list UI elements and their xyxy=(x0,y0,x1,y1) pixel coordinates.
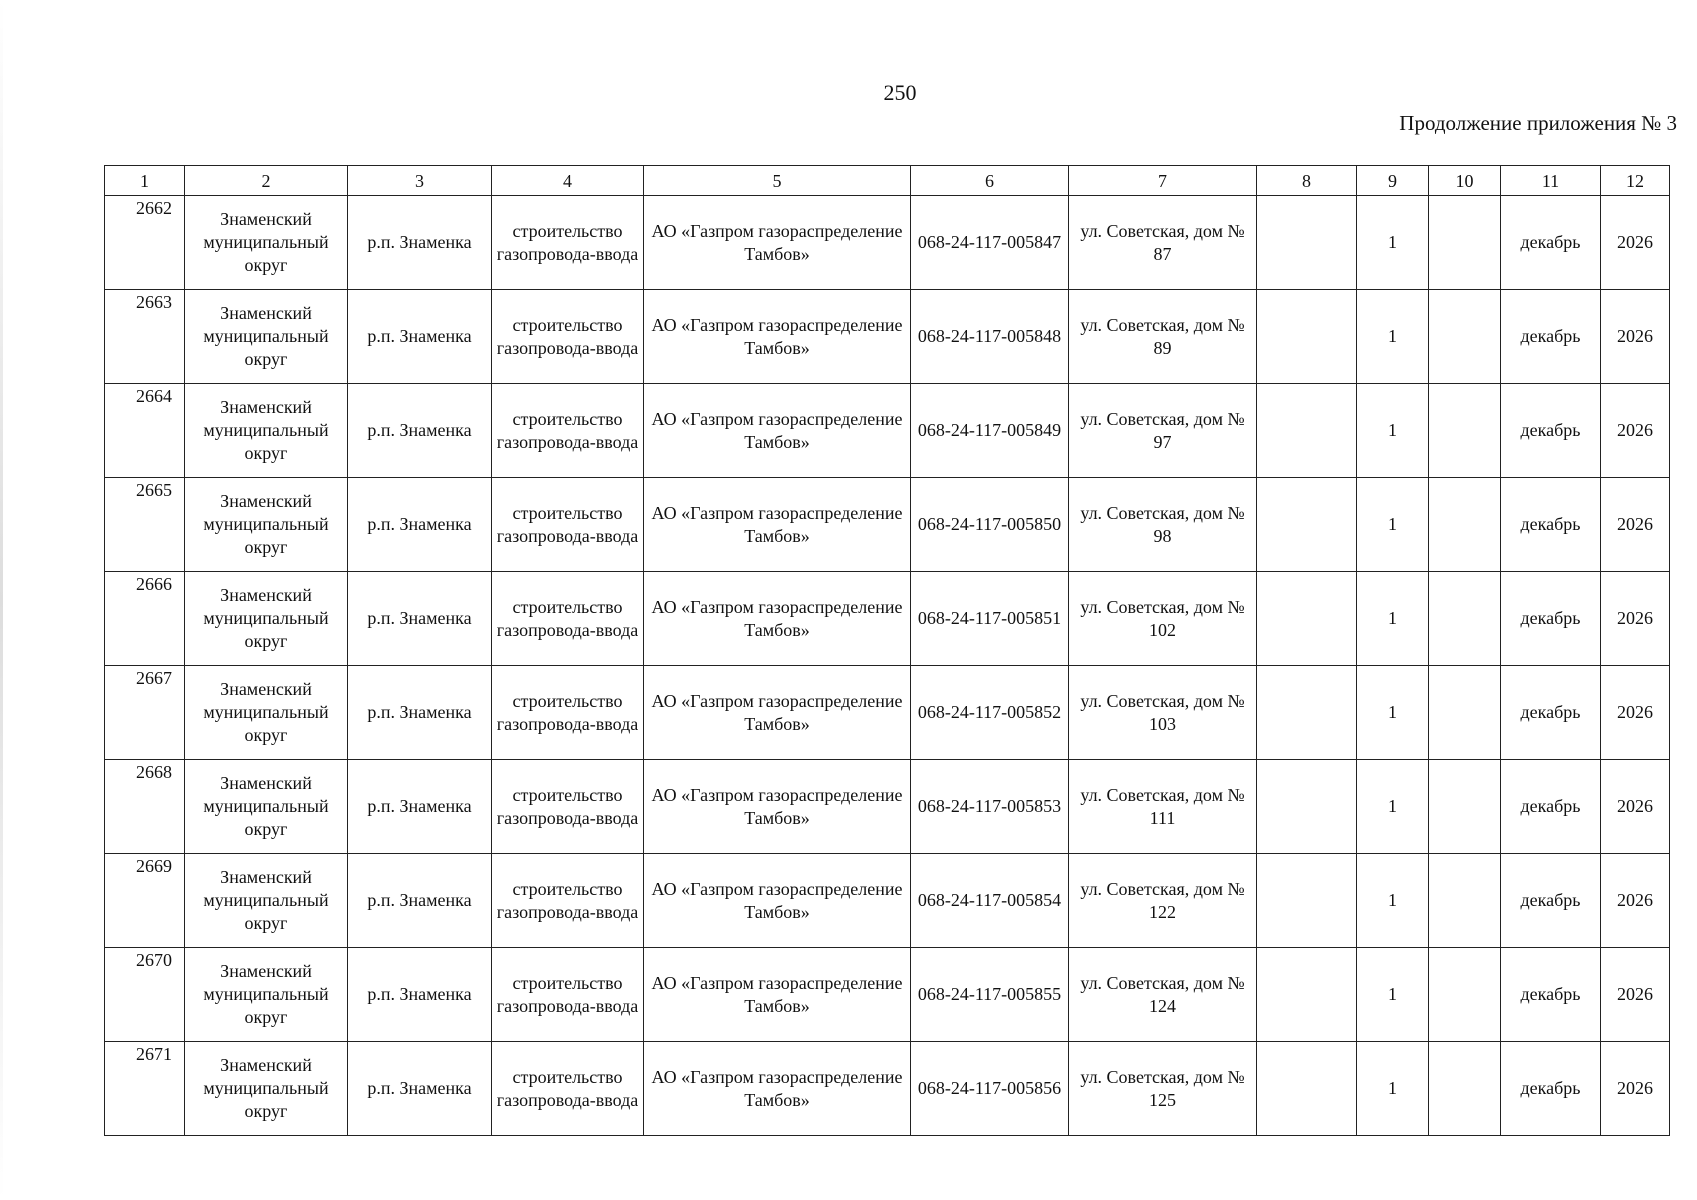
cadastral-number-cell: 068-24-117-005851 xyxy=(911,572,1069,666)
address-cell: ул. Советская, дом № 89 xyxy=(1069,290,1257,384)
month-cell: декабрь xyxy=(1501,196,1601,290)
settlement-cell: р.п. Знаменка xyxy=(348,1042,492,1136)
column-8-cell xyxy=(1257,760,1357,854)
year-cell: 2026 xyxy=(1601,948,1670,1042)
cadastral-number-cell: 068-24-117-005854 xyxy=(911,854,1069,948)
year-cell: 2026 xyxy=(1601,384,1670,478)
settlement-cell: р.п. Знаменка xyxy=(348,384,492,478)
district-cell: Знаменский муниципальный округ xyxy=(185,384,348,478)
district-cell: Знаменский муниципальный округ xyxy=(185,948,348,1042)
column-8-cell xyxy=(1257,478,1357,572)
table-row xyxy=(105,760,1670,854)
header-row xyxy=(105,166,1670,196)
cadastral-number-cell: 068-24-117-005849 xyxy=(911,384,1069,478)
row-number: 2667 xyxy=(105,666,185,760)
work-type-cell: строительство газопровода-ввода xyxy=(492,572,644,666)
row-number: 2669 xyxy=(105,854,185,948)
table-row xyxy=(105,290,1670,384)
table-row xyxy=(105,948,1670,1042)
column-header: 11 xyxy=(1501,166,1601,196)
address-cell: ул. Советская, дом № 102 xyxy=(1069,572,1257,666)
cadastral-number-cell: 068-24-117-005855 xyxy=(911,948,1069,1042)
cadastral-number-cell: 068-24-117-005850 xyxy=(911,478,1069,572)
quantity-cell: 1 xyxy=(1357,666,1429,760)
column-header: 8 xyxy=(1257,166,1357,196)
column-10-cell xyxy=(1429,384,1501,478)
month-cell: декабрь xyxy=(1501,760,1601,854)
year-cell: 2026 xyxy=(1601,1042,1670,1136)
district-cell: Знаменский муниципальный округ xyxy=(185,760,348,854)
column-header: 7 xyxy=(1069,166,1257,196)
table-row xyxy=(105,666,1670,760)
column-10-cell xyxy=(1429,760,1501,854)
address-cell: ул. Советская, дом № 98 xyxy=(1069,478,1257,572)
district-cell: Знаменский муниципальный округ xyxy=(185,196,348,290)
work-type-cell: строительство газопровода-ввода xyxy=(492,760,644,854)
cadastral-number-cell: 068-24-117-005852 xyxy=(911,666,1069,760)
column-8-cell xyxy=(1257,384,1357,478)
month-cell: декабрь xyxy=(1501,478,1601,572)
column-8-cell xyxy=(1257,666,1357,760)
quantity-cell: 1 xyxy=(1357,948,1429,1042)
work-type-cell: строительство газопровода-ввода xyxy=(492,384,644,478)
row-number: 2662 xyxy=(105,196,185,290)
organization-cell: АО «Газпром газораспределение Тамбов» xyxy=(644,572,911,666)
month-cell: декабрь xyxy=(1501,1042,1601,1136)
year-cell: 2026 xyxy=(1601,290,1670,384)
work-type-cell: строительство газопровода-ввода xyxy=(492,1042,644,1136)
scan-edge xyxy=(0,0,3,1200)
column-10-cell xyxy=(1429,290,1501,384)
quantity-cell: 1 xyxy=(1357,478,1429,572)
column-header: 3 xyxy=(348,166,492,196)
month-cell: декабрь xyxy=(1501,572,1601,666)
organization-cell: АО «Газпром газораспределение Тамбов» xyxy=(644,854,911,948)
quantity-cell: 1 xyxy=(1357,572,1429,666)
year-cell: 2026 xyxy=(1601,854,1670,948)
settlement-cell: р.п. Знаменка xyxy=(348,572,492,666)
column-10-cell xyxy=(1429,572,1501,666)
address-cell: ул. Советская, дом № 103 xyxy=(1069,666,1257,760)
address-cell: ул. Советская, дом № 111 xyxy=(1069,760,1257,854)
registry-table xyxy=(104,165,1670,1136)
settlement-cell: р.п. Знаменка xyxy=(348,854,492,948)
column-8-cell xyxy=(1257,572,1357,666)
year-cell: 2026 xyxy=(1601,196,1670,290)
quantity-cell: 1 xyxy=(1357,384,1429,478)
settlement-cell: р.п. Знаменка xyxy=(348,290,492,384)
organization-cell: АО «Газпром газораспределение Тамбов» xyxy=(644,760,911,854)
cadastral-number-cell: 068-24-117-005853 xyxy=(911,760,1069,854)
month-cell: декабрь xyxy=(1501,384,1601,478)
continuation-label: Продолжение приложения № 3 xyxy=(1399,111,1677,135)
column-header: 6 xyxy=(911,166,1069,196)
month-cell: декабрь xyxy=(1501,666,1601,760)
district-cell: Знаменский муниципальный округ xyxy=(185,1042,348,1136)
column-10-cell xyxy=(1429,196,1501,290)
address-cell: ул. Советская, дом № 122 xyxy=(1069,854,1257,948)
district-cell: Знаменский муниципальный округ xyxy=(185,854,348,948)
column-header: 4 xyxy=(492,166,644,196)
column-10-cell xyxy=(1429,1042,1501,1136)
row-number: 2671 xyxy=(105,1042,185,1136)
quantity-cell: 1 xyxy=(1357,760,1429,854)
column-8-cell xyxy=(1257,854,1357,948)
column-header: 10 xyxy=(1429,166,1501,196)
settlement-cell: р.п. Знаменка xyxy=(348,948,492,1042)
address-cell: ул. Советская, дом № 97 xyxy=(1069,384,1257,478)
address-cell: ул. Советская, дом № 125 xyxy=(1069,1042,1257,1136)
column-8-cell xyxy=(1257,1042,1357,1136)
column-10-cell xyxy=(1429,478,1501,572)
settlement-cell: р.п. Знаменка xyxy=(348,196,492,290)
work-type-cell: строительство газопровода-ввода xyxy=(492,948,644,1042)
page-number: 250 xyxy=(883,80,917,105)
table-header xyxy=(105,166,1670,196)
row-number: 2664 xyxy=(105,384,185,478)
organization-cell: АО «Газпром газораспределение Тамбов» xyxy=(644,384,911,478)
column-10-cell xyxy=(1429,666,1501,760)
organization-cell: АО «Газпром газораспределение Тамбов» xyxy=(644,948,911,1042)
work-type-cell: строительство газопровода-ввода xyxy=(492,854,644,948)
organization-cell: АО «Газпром газораспределение Тамбов» xyxy=(644,666,911,760)
organization-cell: АО «Газпром газораспределение Тамбов» xyxy=(644,196,911,290)
settlement-cell: р.п. Знаменка xyxy=(348,666,492,760)
work-type-cell: строительство газопровода-ввода xyxy=(492,290,644,384)
table-row xyxy=(105,1042,1670,1136)
table-row xyxy=(105,196,1670,290)
row-number: 2665 xyxy=(105,478,185,572)
organization-cell: АО «Газпром газораспределение Тамбов» xyxy=(644,290,911,384)
table-row xyxy=(105,572,1670,666)
district-cell: Знаменский муниципальный округ xyxy=(185,572,348,666)
settlement-cell: р.п. Знаменка xyxy=(348,478,492,572)
row-number: 2668 xyxy=(105,760,185,854)
quantity-cell: 1 xyxy=(1357,196,1429,290)
work-type-cell: строительство газопровода-ввода xyxy=(492,478,644,572)
address-cell: ул. Советская, дом № 124 xyxy=(1069,948,1257,1042)
column-10-cell xyxy=(1429,854,1501,948)
year-cell: 2026 xyxy=(1601,666,1670,760)
column-header: 5 xyxy=(644,166,911,196)
row-number: 2666 xyxy=(105,572,185,666)
column-header: 12 xyxy=(1601,166,1670,196)
quantity-cell: 1 xyxy=(1357,854,1429,948)
row-number: 2670 xyxy=(105,948,185,1042)
column-10-cell xyxy=(1429,948,1501,1042)
district-cell: Знаменский муниципальный округ xyxy=(185,666,348,760)
cadastral-number-cell: 068-24-117-005848 xyxy=(911,290,1069,384)
month-cell: декабрь xyxy=(1501,854,1601,948)
table-row xyxy=(105,384,1670,478)
month-cell: декабрь xyxy=(1501,290,1601,384)
district-cell: Знаменский муниципальный округ xyxy=(185,290,348,384)
organization-cell: АО «Газпром газораспределение Тамбов» xyxy=(644,1042,911,1136)
column-8-cell xyxy=(1257,196,1357,290)
table-body xyxy=(105,196,1670,1136)
year-cell: 2026 xyxy=(1601,478,1670,572)
year-cell: 2026 xyxy=(1601,572,1670,666)
quantity-cell: 1 xyxy=(1357,290,1429,384)
column-8-cell xyxy=(1257,290,1357,384)
column-8-cell xyxy=(1257,948,1357,1042)
organization-cell: АО «Газпром газораспределение Тамбов» xyxy=(644,478,911,572)
work-type-cell: строительство газопровода-ввода xyxy=(492,196,644,290)
district-cell: Знаменский муниципальный округ xyxy=(185,478,348,572)
month-cell: декабрь xyxy=(1501,948,1601,1042)
column-header: 1 xyxy=(105,166,185,196)
row-number: 2663 xyxy=(105,290,185,384)
table-row xyxy=(105,478,1670,572)
quantity-cell: 1 xyxy=(1357,1042,1429,1136)
column-header: 9 xyxy=(1357,166,1429,196)
column-header: 2 xyxy=(185,166,348,196)
work-type-cell: строительство газопровода-ввода xyxy=(492,666,644,760)
settlement-cell: р.п. Знаменка xyxy=(348,760,492,854)
cadastral-number-cell: 068-24-117-005847 xyxy=(911,196,1069,290)
table-row xyxy=(105,854,1670,948)
cadastral-number-cell: 068-24-117-005856 xyxy=(911,1042,1069,1136)
address-cell: ул. Советская, дом № 87 xyxy=(1069,196,1257,290)
year-cell: 2026 xyxy=(1601,760,1670,854)
